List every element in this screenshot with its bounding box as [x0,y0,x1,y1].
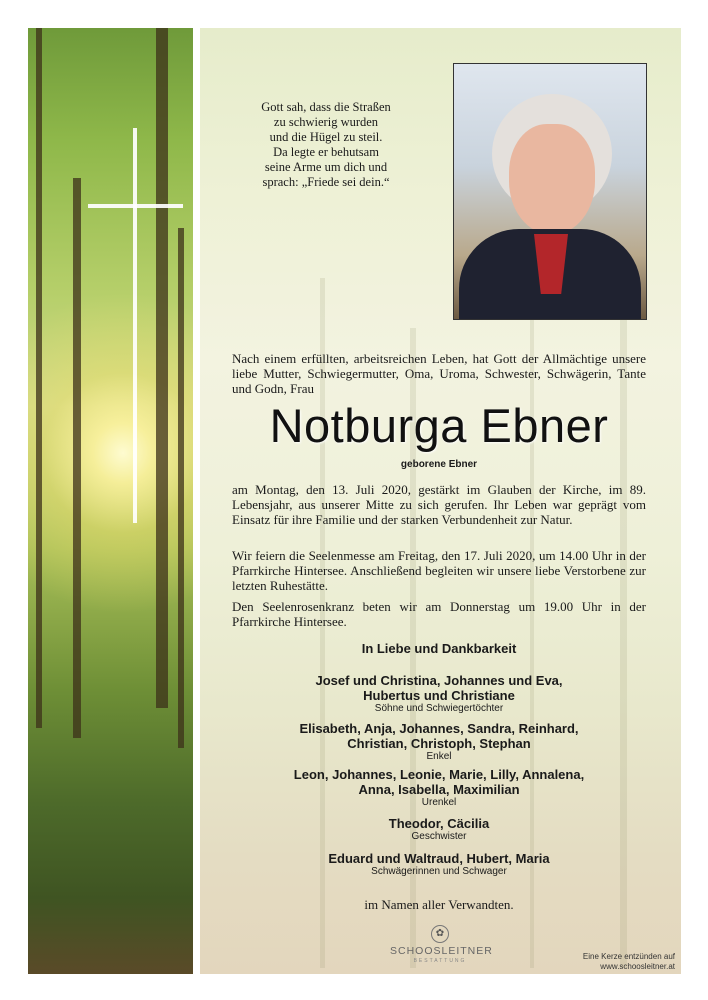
mourner-names: Elisabeth, Anja, Johannes, Sandra, Reinhard, [299,721,579,736]
poem-line: und die Hügel zu steil. [269,130,383,144]
mourner-names: Leon, Johannes, Leonie, Marie, Lilly, Annalena, [293,767,585,782]
maiden-name: geborene Ebner [400,459,478,470]
poem-line: Da legte er behutsam [273,145,379,159]
cross-icon [133,128,137,523]
mourner-relation: Urenkel [421,797,457,808]
rose-icon: ✿ [431,925,449,943]
candle-text: Eine Kerze entzünden auf [582,952,675,961]
poem-line: zu schwierig wurden [273,115,379,129]
mourner-group [232,851,646,878]
gratitude-line: In Liebe und Dankbarkeit [361,641,517,656]
mourner-relation: Enkel [426,751,452,762]
poem-line: seine Arme um dich und [264,160,388,174]
portrait-photo [453,63,647,320]
mourner-names: Anna, Isabella, Maximilian [358,782,520,797]
mourner-relation: Schwägerinnen und Schwager [371,866,507,877]
mourner-relation: Söhne und Schwiegertöchter [374,703,504,714]
funeral-home-name: SCHOOSLEITNER [390,945,493,957]
candle-url[interactable]: www.schoosleitner.at [600,962,675,971]
deceased-name: Notburga Ebner [269,399,609,452]
mourner-group [232,721,646,763]
mourner-group [232,816,646,843]
candle-link[interactable] [520,952,675,972]
forest-image [28,28,193,974]
poem-line: sprach: „Friede sei dein.“ [262,175,390,189]
mourner-group [232,673,646,715]
mourner-relation: Geschwister [411,831,467,842]
intro-text: Nach einem erfüllten, arbeitsreichen Leben, hat Gott der Allmächtige unsere liebe Mutter, Schwiegermutter, Oma, Uroma, Schwester, Schwägerin, Tante und Godn, Frau [232,351,646,396]
mourner-group [232,767,646,809]
mourner-names: Josef und Christina, Johannes und Eva, [315,673,563,688]
mourner-names: Hubertus und Christiane [363,688,515,703]
mass-notice: Wir feiern die Seelenmesse am Freitag, den 17. Juli 2020, um 14.00 Uhr in der Pfarrkirche Hintersee. Anschließend begleiten wir unsere liebe Verstorbene zur letzten Ruhestätte. [232,548,646,593]
mourner-names: Christian, Christoph, Stephan [347,736,531,751]
rosary-notice: Den Seelenrosenkranz beten wir am Donnerstag um 19.00 Uhr in der Pfarrkirche Hintersee. [232,599,646,629]
death-notice: am Montag, den 13. Juli 2020, gestärkt im Glauben der Kirche, im 89. Lebensjahr, aus unserer Mitte zu sich gerufen. Ihr Leben war geprägt vom Einsatz für ihre Familie und der starken Verbundenheit zur Natur. [232,482,646,527]
poem-line: Gott sah, dass die Straßen [261,100,391,114]
closing-line: im Namen aller Verwandten. [364,897,514,912]
mourner-names: Theodor, Cäcilia [388,816,490,831]
cross-bar [88,204,183,208]
mourner-names: Eduard und Waltraud, Hubert, Maria [328,851,550,866]
poem [236,100,416,190]
funeral-home-subtitle: BESTATTUNG [413,958,467,964]
